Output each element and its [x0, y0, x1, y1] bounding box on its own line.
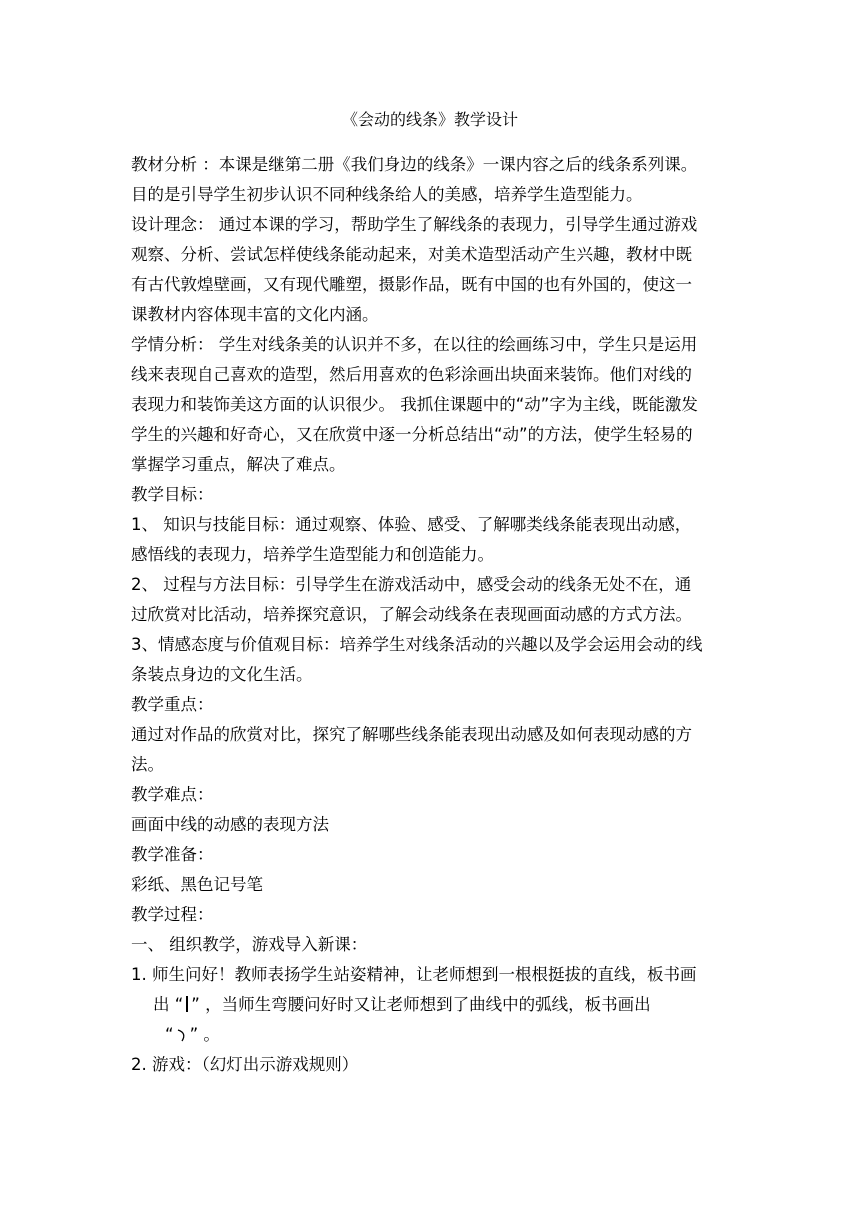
text-fragment: “	[165, 1025, 174, 1044]
paragraph-line: 1、 知识与技能目标：通过观察、体验、感受、了解哪类线条能表现出动感，	[131, 515, 692, 534]
paragraph-line: 课教材内容体现丰富的文化内涵。	[131, 305, 379, 324]
paragraph-line: 目的是引导学生初步认识不同种线条给人的美感，培养学生造型能力。	[131, 185, 643, 204]
paragraph-line: 画面中线的动感的表现方法	[131, 815, 329, 834]
text-fragment: ” ，当师生弯腰问好时又让老师想到了曲线中的弧线，板书画出	[191, 995, 651, 1014]
paragraph-line: 设计理念： 通过本课的学习，帮助学生了解线条的表现力，引导学生通过游戏	[131, 215, 698, 234]
paragraph-line: 教材分析 ：本课是继第二册《我们身边的线条》一课内容之后的线条系列课。	[131, 155, 698, 174]
paragraph-line: 有古代敦煌壁画，又有现代雕塑，摄影作品，既有中国的也有外国的，使这一	[131, 275, 692, 294]
section-heading: 教学目标：	[131, 485, 214, 504]
arc-line-icon	[176, 1027, 188, 1043]
paragraph-line: 3、情感态度与价值观目标：培养学生对线条活动的兴趣以及学会运用会动的线	[131, 635, 703, 654]
text-fragment: ” 。	[189, 1025, 220, 1044]
text-fragment: 出 “	[153, 995, 184, 1014]
list-item-continuation	[131, 1020, 731, 1050]
paragraph-line: 学情分析： 学生对线条美的认识并不多，在以往的绘画练习中，学生只是运用	[131, 335, 698, 354]
paragraph-line: 观察、分析、尝试怎样使线条能动起来，对美术造型活动产生兴趣，教材中既	[131, 245, 692, 264]
paragraph-line: 彩纸、黑色记号笔	[131, 875, 263, 894]
paragraph-line: 学生的兴趣和好奇心，又在欣赏中逐一分析总结出“动”的方法，使学生轻易的	[131, 425, 693, 444]
list-item: 2. 游戏：（幻灯出示游戏规则）	[131, 1055, 359, 1074]
section-heading: 教学准备：	[131, 845, 214, 864]
paragraph-line: 一、 组织教学，游戏导入新课：	[131, 935, 368, 954]
list-item-continuation	[131, 990, 731, 1020]
section-heading: 教学难点：	[131, 785, 214, 804]
paragraph-line: 线来表现自己喜欢的造型，然后用喜欢的色彩涂画出块面来装饰。他们对线的	[131, 365, 692, 384]
paragraph-line: 通过对作品的欣赏对比，探究了解哪些线条能表现出动感及如何表现动感的方	[131, 725, 692, 744]
section-heading: 教学过程：	[131, 905, 214, 924]
vertical-line-icon	[186, 996, 188, 1012]
paragraph-line: 条装点身边的文化生活。	[131, 665, 313, 684]
list-item: 1. 师生问好！教师表扬学生站姿精神，让老师想到一根根挺拔的直线，板书画	[131, 965, 697, 984]
section-heading: 教学重点：	[131, 695, 214, 714]
document-title: 《会动的线条》教学设计	[341, 110, 518, 129]
paragraph-line: 2、 过程与方法目标：引导学生在游戏活动中，感受会动的线条无处不在，通	[131, 575, 692, 594]
document-body	[131, 150, 731, 1080]
paragraph-line: 掌握学习重点，解决了难点。	[131, 455, 346, 474]
paragraph-line: 感悟线的表现力，培养学生造型能力和创造能力。	[131, 545, 494, 564]
paragraph-line: 法。	[131, 755, 164, 774]
paragraph-line: 表现力和装饰美这方面的认识很少。 我抓住课题中的“动”字为主线，既能激发	[131, 395, 698, 414]
paragraph-line: 过欣赏对比活动，培养探究意识，了解会动线条在表现画面动感的方式方法。	[131, 605, 692, 624]
